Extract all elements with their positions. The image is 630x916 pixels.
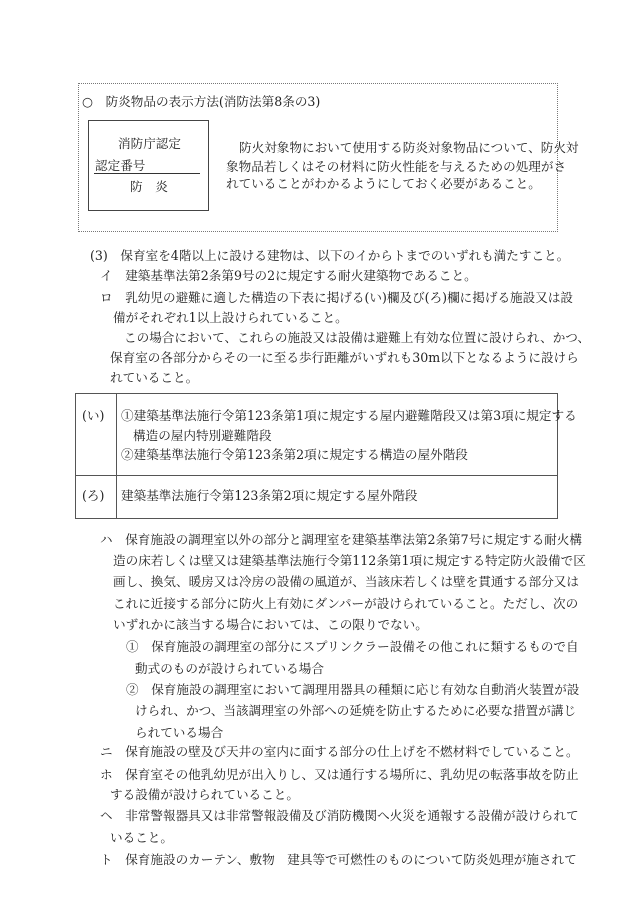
- item-ro-cont: この場合において、これらの施設又は設備は避難上有効な位置に設けられ、かつ、: [124, 330, 590, 345]
- table-key: (ろ): [82, 488, 105, 503]
- item-ro-cont: 備がそれぞれ1以上設けられていること。: [113, 310, 348, 325]
- table-row-divider: [76, 475, 557, 476]
- item-ni: ニ 保育施設の壁及び天井の室内に面する部分の仕上げを不燃材料でしていること。: [100, 744, 579, 759]
- item-ha-sub1-cont: 動式のものが設けられている場合: [135, 661, 324, 676]
- table-col-divider: [116, 394, 117, 518]
- item-ha-sub2-cont: られている場合: [135, 725, 224, 740]
- item-ro-cont: 保育室の各部分からその一に至る歩行距離がいずれも30m以下となるように設けら: [110, 350, 579, 365]
- item-i: イ 建築基準法第2条第9号の2に規定する耐火建築物であること。: [100, 268, 477, 283]
- notice-heading: ○ 防炎物品の表示方法(消防法第8条の3): [82, 94, 321, 109]
- item-ha-sub2-cont: けられ、かつ、当該調理室の外部への延焼を防止するために必要な措置が講じ: [135, 703, 577, 718]
- item-ha: ハ 保育施設の調理室以外の部分と調理室を建築基準法第2条第7号に規定する耐火構: [100, 532, 582, 547]
- label-line1: 消防庁認定: [118, 136, 181, 151]
- table-cell: 建築基準法施行令第123条第2項に規定する屋外階段: [121, 488, 418, 503]
- item-ho-cont: する設備が設けられていること。: [110, 787, 299, 802]
- table-cell: ②建築基準法施行令第123条第2項に規定する構造の屋外階段: [121, 447, 468, 462]
- item-ro: ロ 乳幼児の避難に適した構造の下表に掲げる(い)欄及び(ろ)欄に掲げる施設又は設: [100, 290, 574, 305]
- item-ha-cont: 造の床若しくは壁又は建築基準法施行令第112条第1項に規定する特定防火設備で区: [113, 553, 586, 568]
- table-cell: ①建築基準法施行令第123条第1項に規定する屋内避難階段又は第3項に規定する: [121, 408, 577, 423]
- item-to: ト 保育施設のカーテン、敷物 建具等で可燃性のものについて防炎処理が施されて: [100, 852, 577, 867]
- label-line3: 防 炎: [130, 179, 168, 194]
- label-line2: 認定番号: [95, 158, 146, 173]
- item-he-cont: いること。: [110, 830, 173, 845]
- label-underline: [94, 173, 200, 174]
- notice-paragraph: れていることがわかるようにしておく必要があること。: [226, 176, 541, 191]
- item-ha-sub2: ② 保育施設の調理室において調理用器具の種類に応じ有効な自動消火装置が設: [126, 682, 580, 697]
- item-he: ヘ 非常警報器具又は非常警報設備及び消防機関へ火災を通報する設備が設けられて: [100, 808, 579, 823]
- notice-paragraph: 象物品若しくはその材料に防火性能を与えるための処理がさ: [226, 159, 567, 174]
- item-ro-cont: れていること。: [110, 370, 199, 385]
- section-title: (3) 保育室を4階以上に設ける建物は、以下のイからトまでのいずれも満たすこと。: [90, 248, 570, 263]
- table-key: (い): [82, 408, 105, 423]
- item-ha-cont: これに近接する部分に防火上有効にダンパーが設けられていること。ただし、次の: [113, 596, 579, 611]
- table-cell: 構造の屋内特別避難階段: [133, 428, 272, 443]
- item-ha-cont: 画し、換気、暖房又は冷房の設備の風道が、当該床若しくは壁を貫通する部分又は: [113, 574, 579, 589]
- notice-paragraph: 防火対象物において使用する防炎対象物品について、防火対: [239, 140, 579, 155]
- item-ha-sub1: ① 保育施設の調理室の部分にスプリンクラー設備その他これに類するもので自: [126, 639, 579, 654]
- item-ha-cont: いずれかに該当する場合においては、この限りでない。: [113, 617, 428, 632]
- item-ho: ホ 保育室その他乳幼児が出入りし、又は通行する場所に、乳幼児の転落事故を防止: [100, 767, 579, 782]
